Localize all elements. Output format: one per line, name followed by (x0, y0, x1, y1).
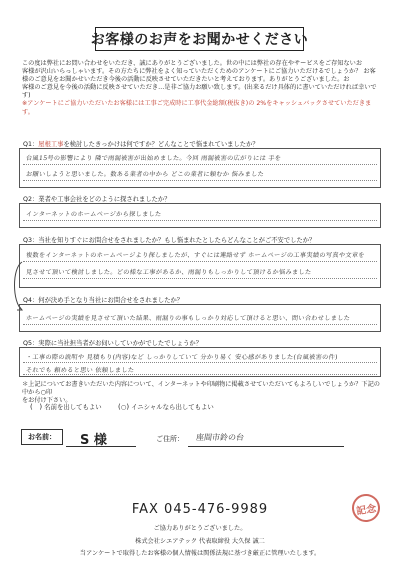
ruled-line (23, 278, 377, 279)
answer-box-2 (19, 203, 381, 228)
answer-line: 台風15号の影響により 隣で雨漏被害が出始めました。今回 雨漏被害の広がりには 手を (25, 155, 282, 162)
name-underline (66, 446, 136, 447)
q-prefix: Q5： (23, 340, 39, 347)
name-value: S 様 (80, 433, 107, 448)
seal-stamp: 記念 (350, 492, 382, 524)
answer-box-1 (19, 148, 381, 188)
fax-number: FAX 045-476-9989 (131, 502, 269, 517)
page-title: お客様のお声をお聞かせください (95, 27, 304, 51)
thanks-text: ご協力ありがとうございました。 (153, 525, 247, 532)
ruled-line (23, 362, 377, 363)
option-paren-right: ) (126, 403, 130, 411)
answer-line: それでも 頼めると思い 依頼しました (25, 367, 135, 374)
q-prefix: Q3： (23, 237, 39, 244)
answer-box-3 (19, 244, 381, 288)
q-text: 何が決め手となり当社にお問合せをされましたか？ (38, 297, 184, 304)
circle-mark-icon: ○ (120, 403, 127, 411)
q-prefix: Q1： (23, 141, 39, 148)
question-2-label (23, 194, 171, 203)
answer-line: インターネットのホームページから探しました (25, 211, 162, 218)
answer-line: お願いしようと思いました。数ある業者の中から どこの業者に頼むか 悩みました (25, 171, 265, 178)
option-label: イニシャルなら出してもよい (131, 403, 214, 411)
option-paren-left: ( ) (30, 403, 43, 411)
address-value: 座間市鈴の台 (195, 433, 245, 442)
ruled-line (23, 374, 377, 375)
q-text: を検討したきっかけは何ですか？どんなことで悩まれていましたか？ (63, 141, 259, 148)
q-prefix: Q2： (23, 196, 39, 203)
q-prefix: Q4： (23, 297, 39, 304)
ruled-line (23, 220, 377, 221)
option-paren-left: ( (118, 403, 121, 411)
ruled-line (23, 324, 377, 325)
cashback-note: ※アンケートにご協力いただいたお客様には工事ご完成時に工事代金総額(税抜き)の 2%をキャッシュバックさせていただきます。 (22, 100, 372, 116)
address-label: ご住所： (156, 435, 184, 443)
question-1-label (23, 139, 259, 148)
question-5-label (23, 338, 202, 347)
q-highlight: 屋根工事 (38, 141, 64, 148)
answer-line: 複数をインターネットのホームページより探しましたが、すぐには連絡せず ホームページの工事実績の写真や文章を (25, 252, 366, 259)
company-signature: 株式会社シエアテック 代表取締役 大久保 誠二 (135, 538, 265, 545)
answer-line: ホームページの実績を見させて頂いた結果、雨漏りの事もしっかり対応して頂けると思い、問い合わせしました (25, 315, 351, 322)
q-text: 業者や工事会社をどのように探されましたか？ (38, 196, 171, 203)
ruled-line (23, 261, 377, 262)
consent-line: をお付け下さい。 (22, 397, 72, 405)
consent-option-name[interactable] (30, 402, 102, 411)
answer-line: ・工事の際の説明や 見積もり(内容)など しっかりしていて 分かり易く 安心感がありました(台風被害の件) (25, 354, 339, 361)
q-text: 実際に当社担当者がお伺いしていかがでしたでしょうか？ (38, 340, 202, 347)
consent-line: ＊上記についてお書きいただいた内容について、インターネットや印刷物に掲載させていただいてもよろしいでしょうか？下記の中から○印 (22, 381, 380, 397)
question-3-label (23, 235, 315, 244)
ruled-line (23, 164, 377, 165)
intro-line: この度は弊社にお問い合わせをいただき、誠にありがとうございました。世の中には弊社の存在やサービスをご存知ないお (22, 60, 363, 67)
privacy-notice: 当アンケートで取得したお客様の個人情報は関係法規に基づき厳正に管理いたします。 (79, 550, 321, 557)
question-4-label (23, 295, 183, 304)
answer-box-5 (19, 347, 381, 377)
ruled-line (23, 180, 377, 181)
intro-line: 客様のご意見を今後の活動に反映させていただき…是非ご協力お願い致します。(出来るだけ具体的に書いていただければ幸いです) (22, 84, 377, 100)
answer-line: 見させて頂いて検討しました。どの様な工事があるか、雨漏りもしっかりして頂けるか悩みました (25, 269, 312, 276)
intro-line: 客様が沢山いらっしゃいます。その方たちに弊社をよく知っていただくためのアンケートにご協力いただけるでしょうか？ お客 (22, 68, 376, 76)
answer-box-4 (19, 304, 381, 332)
name-label: お名前： (21, 429, 63, 445)
intro-text (22, 60, 382, 117)
address-underline (188, 446, 344, 447)
q-text: 当社を知りすぐにお問合せをされましたか？もし悩まれたとしたらどんなことがご不安でしたか？ (38, 237, 316, 244)
consent-option-initial[interactable] (118, 402, 214, 411)
option-label: 名前を出してもよい (44, 403, 102, 411)
intro-line: 様のご意見をお聞かせいただき今後の活動に反映させていただきたいと考えております。ありがとうございました。お (22, 76, 350, 84)
